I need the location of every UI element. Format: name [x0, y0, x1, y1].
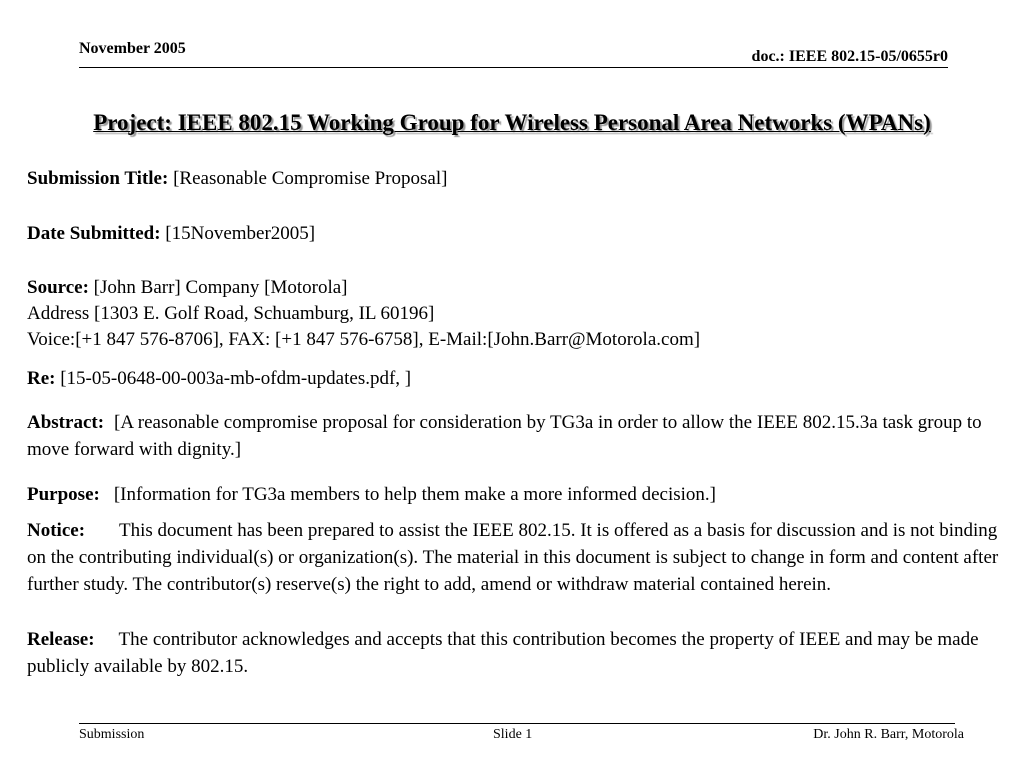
purpose-value: [Information for TG3a members to help them make a more informed decision.]	[113, 484, 717, 505]
notice-label: Notice:	[27, 520, 86, 541]
date-submitted-row	[27, 221, 315, 247]
project-title: Project: IEEE 802.15 Working Group for Wireless Personal Area Networks (WPANs)	[93, 110, 931, 135]
footer-submission: Submission	[79, 727, 145, 742]
source-contact: Voice:[+1 847 576-8706], FAX: [+1 847 576-6758], E-Mail:[John.Barr@Motorola.com]	[27, 329, 701, 350]
footer-divider	[79, 723, 955, 724]
source-label: Source:	[27, 277, 89, 298]
header-doc-id: doc.: IEEE 802.15-05/0655r0	[751, 48, 948, 65]
submission-title-label: Submission Title:	[27, 168, 169, 189]
purpose-label: Purpose:	[27, 484, 100, 505]
release-value: The contributor acknowledges and accepts that this contribution becomes the property of IEEE and may be made publicly available by 802.15.	[27, 629, 979, 677]
abstract-label: Abstract:	[27, 412, 105, 433]
date-submitted-value: [15November2005]	[165, 223, 316, 244]
abstract-block	[27, 409, 1017, 463]
re-row	[27, 366, 411, 392]
notice-block	[27, 517, 1017, 598]
release-label: Release:	[27, 629, 95, 650]
date-submitted-label: Date Submitted:	[27, 223, 161, 244]
re-value: [15-05-0648-00-003a-mb-ofdm-updates.pdf, ]	[60, 368, 412, 389]
footer-author: Dr. John R. Barr, Motorola	[813, 727, 964, 742]
source-block	[27, 275, 700, 353]
submission-title-value: [Reasonable Compromise Proposal]	[173, 168, 448, 189]
header-divider	[79, 67, 948, 68]
abstract-value: [A reasonable compromise proposal for consideration by TG3a in order to allow the IEEE 802.15.3a task group to move forward with dignity.]	[27, 412, 982, 460]
submission-title-row	[27, 166, 447, 192]
notice-value: This document has been prepared to assist the IEEE 802.15. It is offered as a basis for discussion and is not binding on the contributing individual(s) or organization(s). The material in this document is subject to change in form and content after further study. The contributor(s) reserve(s) the right to add, amend or withdraw material contained herein.	[27, 520, 999, 595]
header-date: November 2005	[79, 40, 186, 57]
source-value: [John Barr] Company [Motorola]	[93, 277, 348, 298]
source-address: Address [1303 E. Golf Road, Schuamburg, IL 60196]	[27, 303, 435, 324]
release-block	[27, 626, 1017, 680]
footer-slide-number: Slide 1	[493, 727, 533, 742]
source-line-1	[27, 275, 700, 301]
purpose-block	[27, 481, 1017, 508]
re-label: Re:	[27, 368, 56, 389]
